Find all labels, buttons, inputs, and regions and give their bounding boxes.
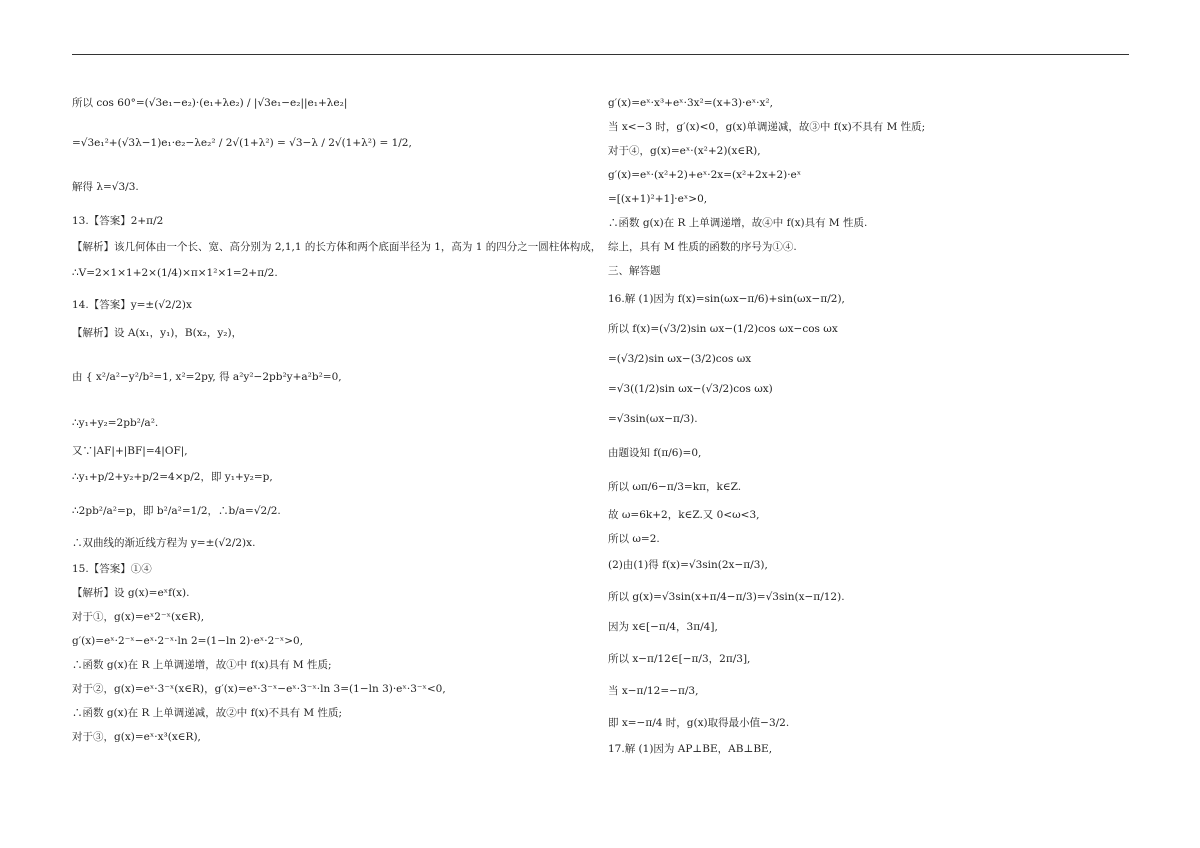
text-line: ∴函数 g(x)在 R 上单调递增，故①中 f(x)具有 M 性质; [72, 659, 332, 671]
text-line: =√3e₁²+(√3λ−1)e₁·e₂−λe₂² / 2√(1+λ²) = √3−λ / 2√(1+λ²) = 1/2, [72, 137, 412, 149]
text-line: 所以 x−π/12∈[−π/3，2π/3], [608, 653, 751, 665]
text-line: 解得 λ=√3/3. [72, 181, 139, 193]
text-line: =(√3/2)sin ωx−(3/2)cos ωx [608, 353, 752, 365]
text-line: g′(x)=eˣ·2⁻ˣ−eˣ·2⁻ˣ·ln 2=(1−ln 2)·eˣ·2⁻ˣ>0, [72, 635, 304, 647]
text-line: ∴V=2×1×1+2×(1/4)×π×1²×1=2+π/2. [72, 267, 278, 279]
text-line: 对于②，g(x)=eˣ·3⁻ˣ(x∈R)，g′(x)=eˣ·3⁻ˣ−eˣ·3⁻ˣ·ln 3=(1−ln 3)·eˣ·3⁻ˣ<0, [72, 683, 446, 695]
text-line: ∴函数 g(x)在 R 上单调递减，故②中 f(x)不具有 M 性质; [72, 707, 343, 719]
text-line: 所以 ω=2. [608, 533, 660, 545]
text-line: 14.【答案】y=±(√2/2)x [72, 299, 192, 311]
text-line: 【解析】设 g(x)=eˣf(x). [72, 587, 190, 599]
text-line: g′(x)=eˣ·x³+eˣ·3x²=(x+3)·eˣ·x², [608, 97, 773, 109]
text-line: 所以 ωπ/6−π/3=kπ，k∈Z. [608, 481, 742, 493]
text-line: =√3sin(ωx−π/3). [608, 413, 698, 425]
text-line: 对于④，g(x)=eˣ·(x²+2)(x∈R), [608, 145, 761, 157]
text-line: g′(x)=eˣ·(x²+2)+eˣ·2x=(x²+2x+2)·eˣ [608, 169, 802, 181]
header-rule [72, 54, 1129, 55]
text-line: =√3((1/2)sin ωx−(√3/2)cos ωx) [608, 383, 773, 395]
text-line: 所以 g(x)=√3sin(x+π/4−π/3)=√3sin(x−π/12). [608, 591, 845, 603]
text-line: ∴2pb²/a²=p，即 b²/a²=1/2，∴b/a=√2/2. [72, 505, 281, 517]
text-line: 所以 f(x)=(√3/2)sin ωx−(1/2)cos ωx−cos ωx [608, 323, 838, 335]
text-line: 当 x−π/12=−π/3, [608, 685, 699, 697]
text-line: 当 x<−3 时，g′(x)<0，g(x)单调递减，故③中 f(x)不具有 M 性质; [608, 121, 926, 133]
text-line: ∴y₁+y₂=2pb²/a². [72, 417, 159, 429]
text-line: 故 ω=6k+2，k∈Z.又 0<ω<3, [608, 509, 760, 521]
text-line: 【解析】设 A(x₁，y₁)，B(x₂，y₂)， [72, 327, 243, 339]
text-line: 由 { x²/a²−y²/b²=1, x²=2py, 得 a²y²−2pb²y+a²b²=0, [72, 371, 342, 383]
text-line: 所以 cos 60°=(√3e₁−e₂)·(e₁+λe₂) / |√3e₁−e₂||e₁+λe₂| [72, 97, 348, 109]
text-line: 16.解 (1)因为 f(x)=sin(ωx−π/6)+sin(ωx−π/2), [608, 293, 845, 305]
text-line: 对于①，g(x)=eˣ2⁻ˣ(x∈R), [72, 611, 205, 623]
text-line: 综上，具有 M 性质的函数的序号为①④. [608, 241, 797, 253]
text-line: 13.【答案】2+π/2 [72, 215, 164, 227]
section-heading: 三、解答题 [608, 265, 661, 277]
text-line: 15.【答案】①④ [72, 563, 152, 575]
text-line: ∴y₁+p/2+y₂+p/2=4×p/2，即 y₁+y₂=p, [72, 471, 273, 483]
text-line: ∴双曲线的渐近线方程为 y=±(√2/2)x. [72, 537, 256, 549]
text-line: 由题设知 f(π/6)=0, [608, 447, 702, 459]
text-line: 【解析】该几何体由一个长、宽、高分别为 2,1,1 的长方体和两个底面半径为 1，高为 1 的四分之一圆柱体构成， [72, 241, 602, 253]
text-line: ∴函数 g(x)在 R 上单调递增，故④中 f(x)具有 M 性质. [608, 217, 868, 229]
text-line: 又∵|AF|+|BF|=4|OF|, [72, 445, 188, 457]
text-line: 因为 x∈[−π/4，3π/4], [608, 621, 718, 633]
text-line: =[(x+1)²+1]·eˣ>0, [608, 193, 708, 205]
text-line: 即 x=−π/4 时，g(x)取得最小值−3/2. [608, 717, 790, 729]
text-line: (2)由(1)得 f(x)=√3sin(2x−π/3), [608, 559, 768, 571]
text-line: 对于③，g(x)=eˣ·x³(x∈R), [72, 731, 201, 743]
text-line: 17.解 (1)因为 AP⊥BE，AB⊥BE, [608, 743, 773, 755]
